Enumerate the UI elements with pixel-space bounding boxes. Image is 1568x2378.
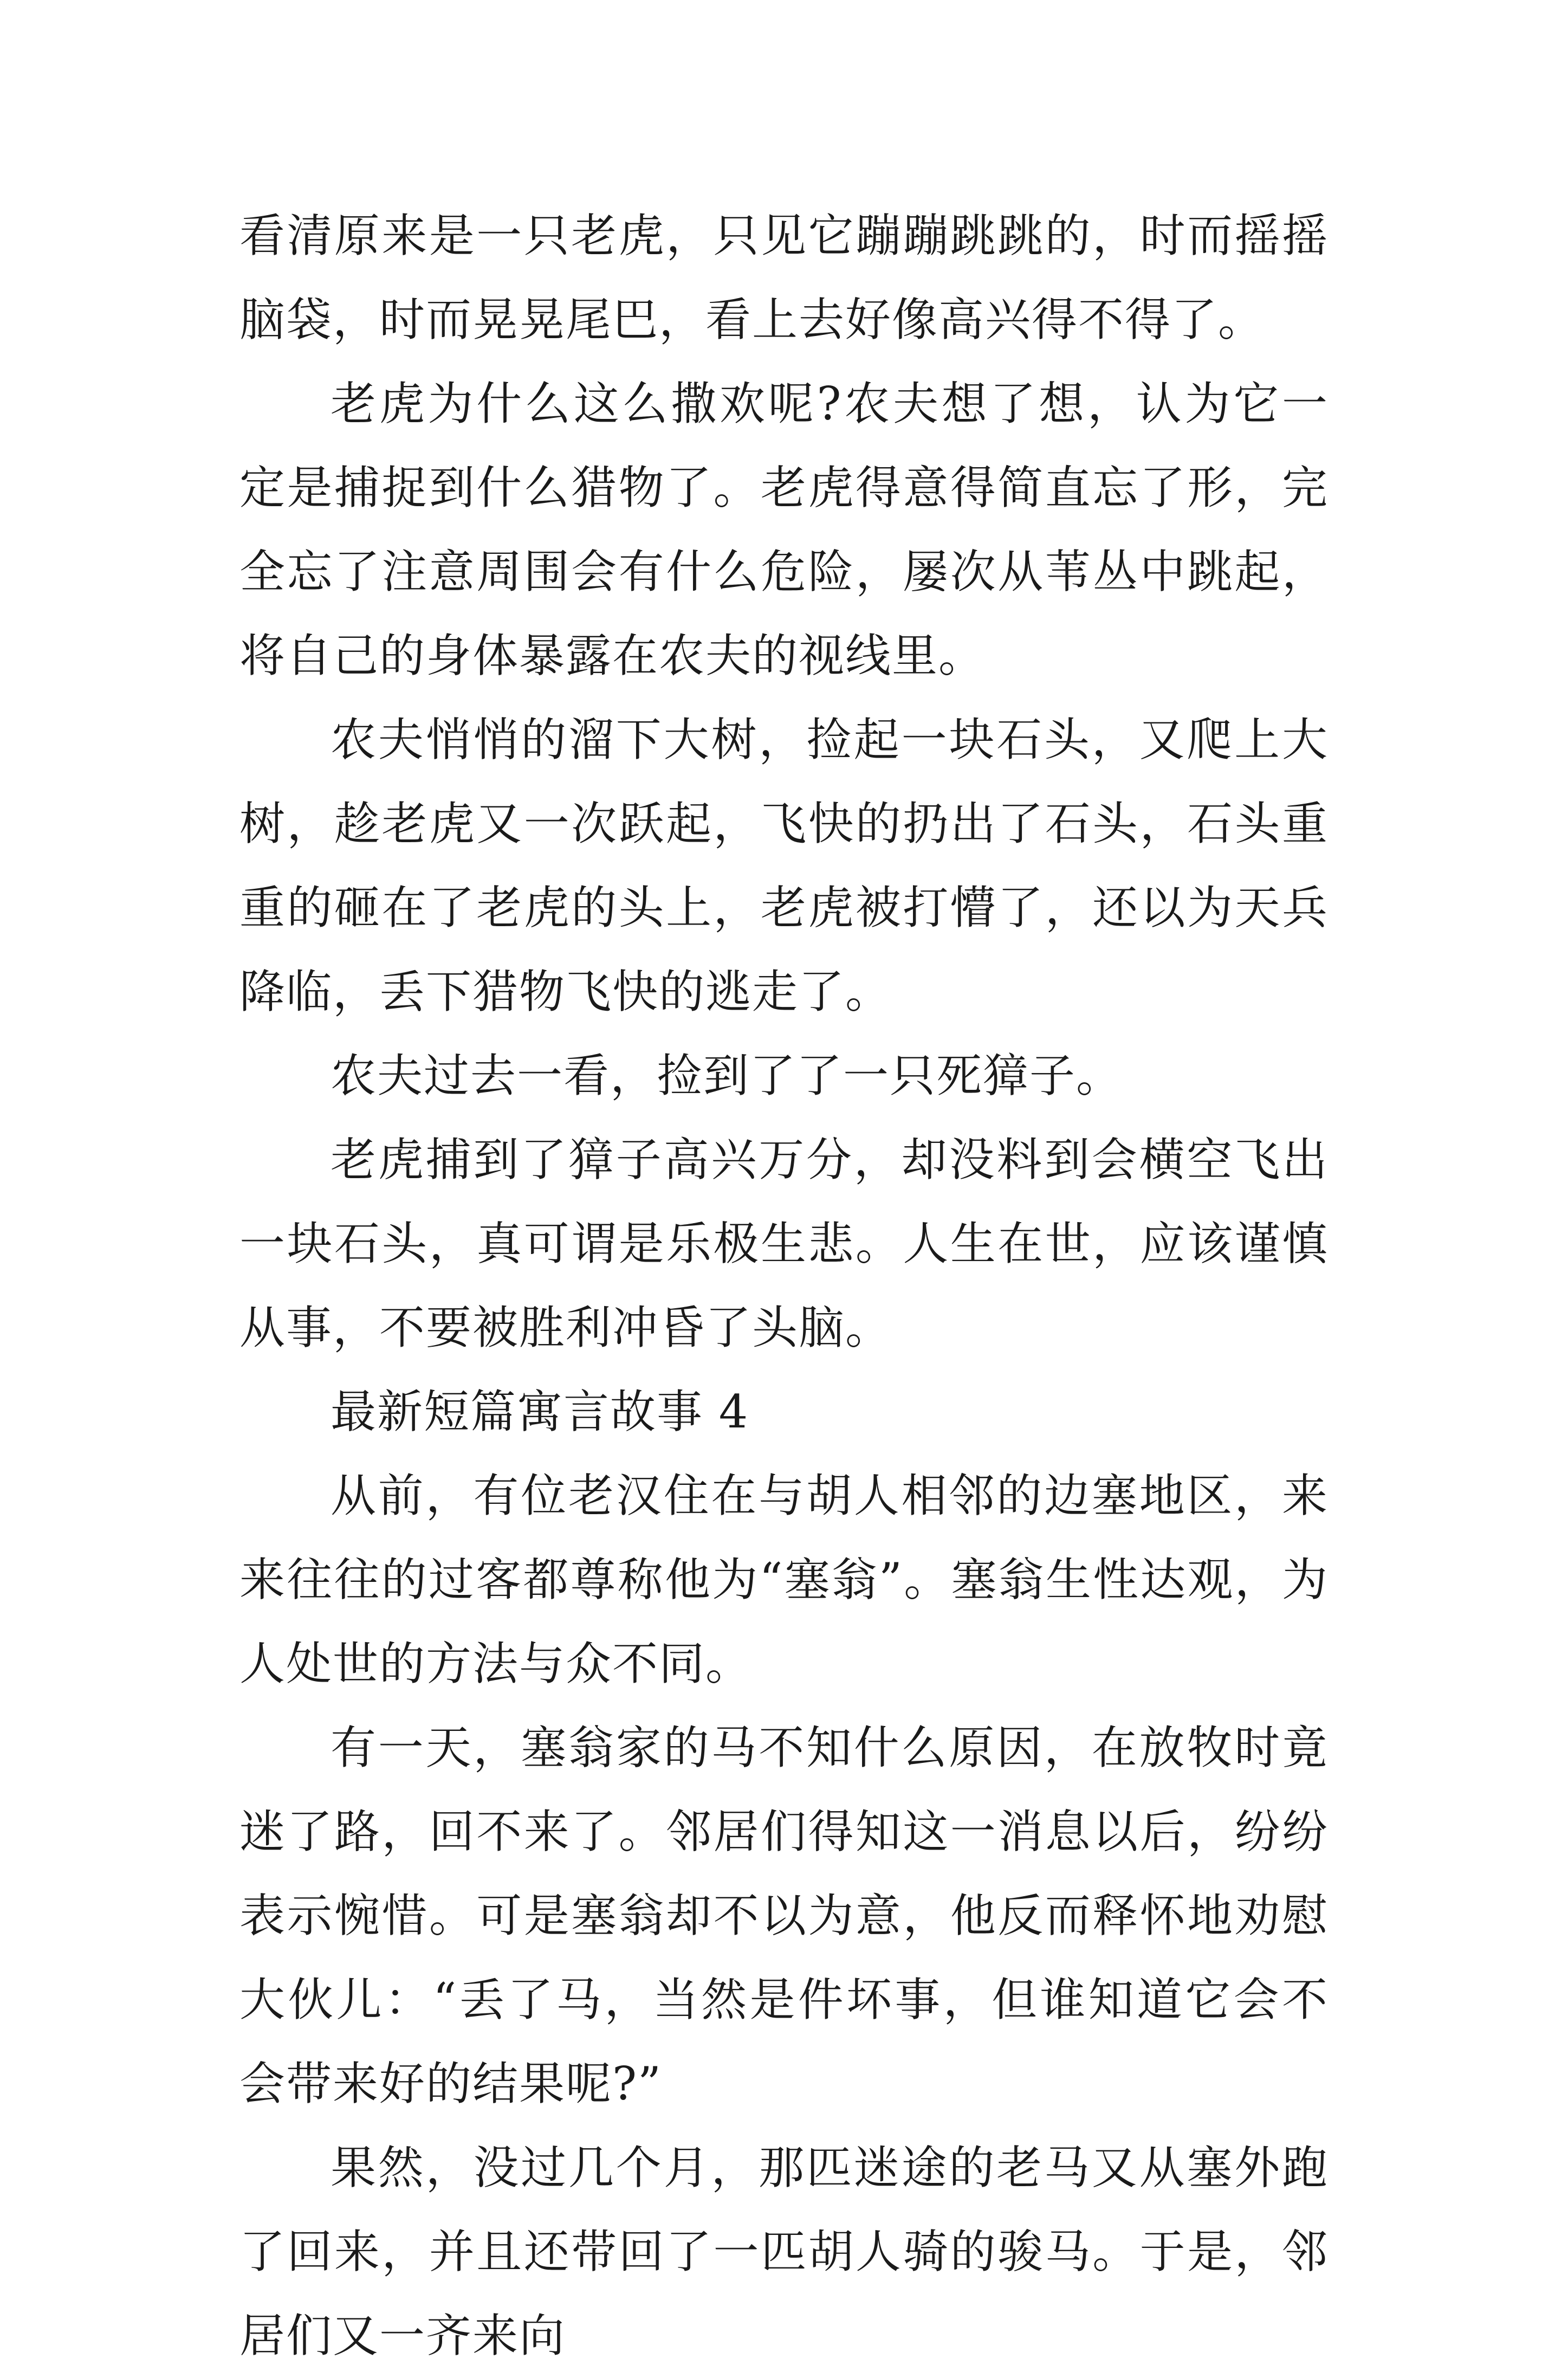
paragraph: 看清原来是一只老虎，只见它蹦蹦跳跳的，时而摇摇脑袋，时而晃晃尾巴，看上去好像高兴得不得了。 <box>239 209 1329 346</box>
paragraph: 老虎捕到了獐子高兴万分，却没料到会横空飞出一块石头，真可谓是乐极生悲。人生在世，应该谨慎从事，不要被胜利冲昏了头脑。 <box>239 1133 1329 1354</box>
paragraph: 从前，有位老汉住在与胡人相邻的边塞地区，来来往往的过客都尊称他为“塞翁”。塞翁生性达观，为人处世的方法与众不同。 <box>239 1469 1329 1690</box>
paragraph: 有一天，塞翁家的马不知什么原因，在放牧时竟迷了路，回不来了。邻居们得知这一消息以后，纷纷表示惋惜。可是塞翁却不以为意，他反而释怀地劝慰大伙儿：“丢了马，当然是件坏事，但谁知道它会不会带来好的结果呢?” <box>239 1721 1329 2110</box>
section-heading: 最新短篇寓言故事 4 <box>331 1385 749 1438</box>
paragraph: 果然，没过几个月，那匹迷途的老马又从塞外跑了回来，并且还带回了一匹胡人骑的骏马。于是，邻居们又一齐来向 <box>239 2141 1329 2362</box>
body-text <box>239 194 1329 2378</box>
paragraph: 农夫过去一看，捡到了了一只死獐子。 <box>331 1049 1123 1102</box>
paragraph: 老虎为什么这么撒欢呢?农夫想了想，认为它一定是捕捉到什么猎物了。老虎得意得简直忘了形，完全忘了注意周围会有什么危险，屡次从苇丛中跳起，将自己的身体暴露在农夫的视线里。 <box>239 377 1329 682</box>
paragraph: 农夫悄悄的溜下大树，捡起一块石头，又爬上大树，趁老虎又一次跃起，飞快的扔出了石头，石头重重的砸在了老虎的头上，老虎被打懵了，还以为天兵降临，丢下猎物飞快的逃走了。 <box>239 713 1329 1018</box>
